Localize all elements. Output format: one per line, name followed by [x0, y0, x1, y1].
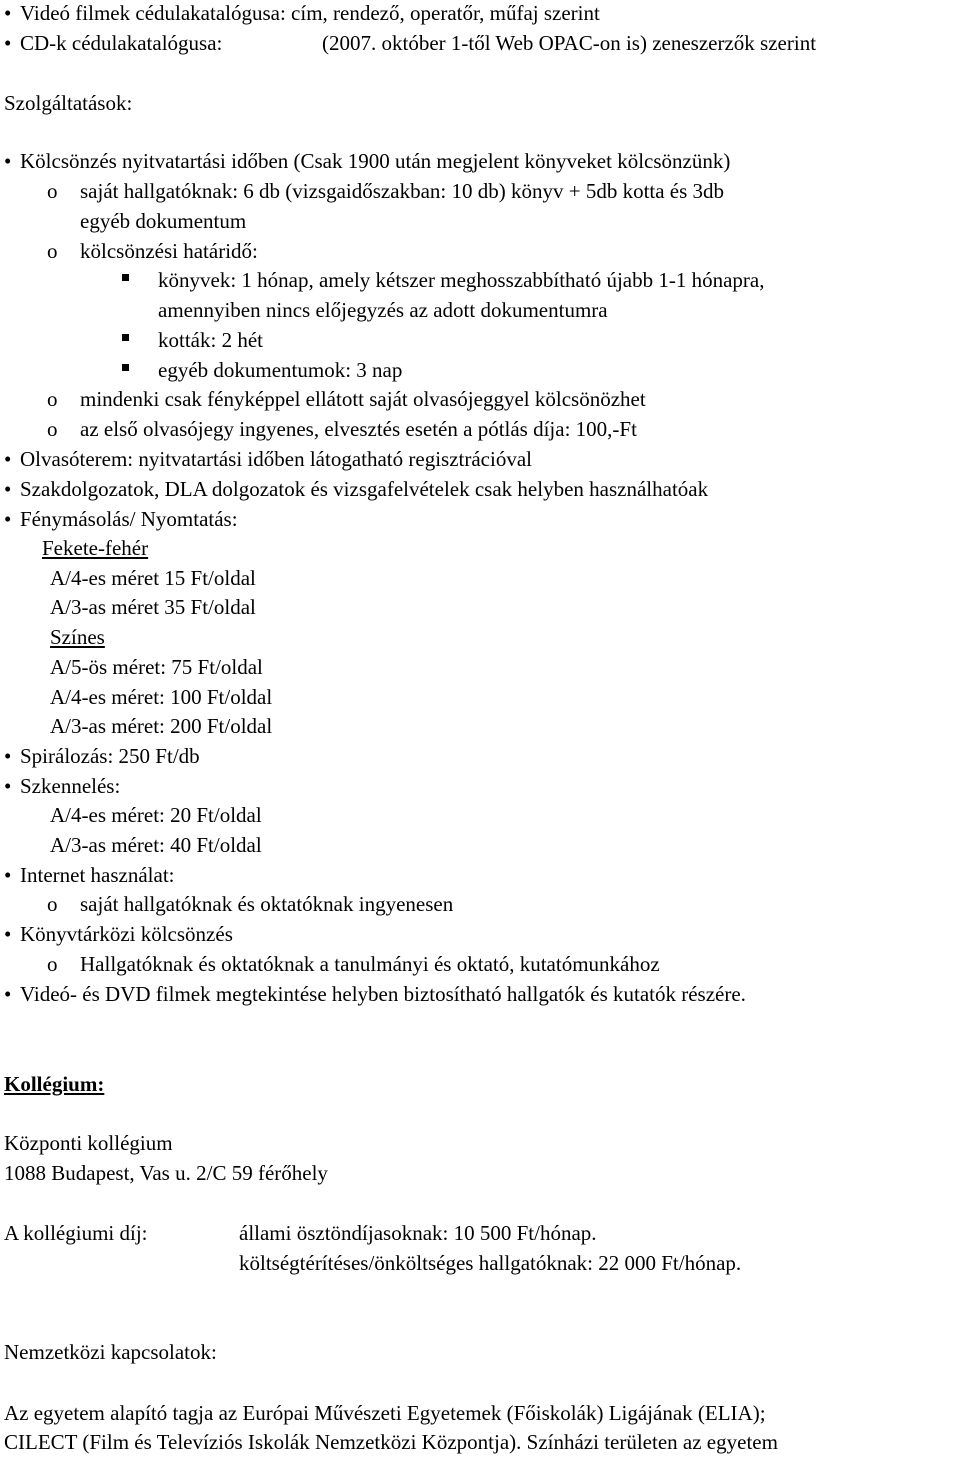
- cd-catalog-text: (2007. október 1-től Web OPAC-on is) zeneszerzők szerint: [322, 31, 817, 55]
- scan-a3-price: A/3-as méret: 40 Ft/oldal: [50, 833, 262, 857]
- dorm-address: 1088 Budapest, Vas u. 2/C 59 férőhely: [4, 1161, 328, 1185]
- dorm-heading: Kollégium:: [4, 1072, 105, 1096]
- intl-paragraph-line1: Az egyetem alapító tagja az Európai Művészeti Egyetemek (Főiskolák) Ligájának (ELIA);: [4, 1401, 766, 1425]
- bullet-icon: •: [4, 31, 12, 55]
- video-dvd-text: Videó- és DVD filmek megtekintése helyben biztosítható hallgatók és kutatók részére.: [20, 982, 746, 1006]
- dorm-name: Központi kollégium: [4, 1131, 173, 1155]
- bullet-icon: •: [4, 982, 12, 1006]
- square-bullet-icon: [122, 334, 129, 341]
- bullet-icon: •: [4, 922, 12, 946]
- square-bullet-icon: [122, 364, 129, 371]
- services-heading: Szolgáltatások:: [4, 91, 133, 115]
- theses-text: Szakdolgozatok, DLA dolgozatok és vizsgafelvételek csak helyben használhatóak: [20, 477, 709, 501]
- color-a4-price: A/4-es méret: 100 Ft/oldal: [50, 685, 273, 709]
- reading-room-text: Olvasóterem: nyitvatartási időben látogatható regisztrációval: [20, 447, 532, 471]
- deadline-text: kölcsönzési határidő:: [80, 239, 258, 263]
- scan-a4-price: A/4-es méret: 20 Ft/oldal: [50, 803, 262, 827]
- scan-heading: Szkennelés:: [20, 774, 121, 798]
- bw-a3-price: A/3-as méret 35 Ft/oldal: [50, 595, 256, 619]
- bullet-icon: •: [4, 149, 12, 173]
- bw-heading: Fekete-fehér: [42, 536, 149, 560]
- bullet-icon: •: [4, 744, 12, 768]
- color-a5-price: A/5-ös méret: 75 Ft/oldal: [50, 655, 263, 679]
- video-catalog-text: Videó filmek cédulakatalógusa: cím, rendező, operatőr, műfaj szerint: [20, 1, 600, 25]
- dorm-fee-label: A kollégiumi díj:: [4, 1221, 148, 1245]
- other-docs-deadline-text: egyéb dokumentumok: 3 nap: [158, 358, 403, 382]
- intl-heading: Nemzetközi kapcsolatok:: [4, 1340, 217, 1364]
- sub-bullet-icon: o: [47, 892, 58, 916]
- books-deadline-text: könyvek: 1 hónap, amely kétszer meghosszabbítható újabb 1-1 hónapra,: [158, 268, 765, 292]
- sub-bullet-icon: o: [47, 417, 58, 441]
- cd-catalog-label: CD-k cédulakatalógusa:: [20, 31, 223, 55]
- color-heading: Színes: [50, 625, 105, 649]
- first-card-text: az első olvasójegy ingyenes, elvesztés esetén a pótlás díja: 100,-Ft: [80, 417, 637, 441]
- ill-heading: Könyvtárközi kölcsönzés: [20, 922, 233, 946]
- students-limit-text: saját hallgatóknak: 6 db (vizsgaidőszakban: 10 db) könyv + 5db kotta és 3db: [80, 179, 725, 203]
- copy-heading: Fénymásolás/ Nyomtatás:: [20, 507, 238, 531]
- bullet-icon: •: [4, 774, 12, 798]
- intl-paragraph-line2: CILECT (Film és Televíziós Iskolák Nemzetközi Központja). Színházi területen az egyetem: [4, 1430, 778, 1454]
- dorm-fee-state: állami ösztöndíjasoknak: 10 500 Ft/hónap.: [239, 1221, 597, 1245]
- bullet-icon: •: [4, 1, 12, 25]
- bullet-icon: •: [4, 447, 12, 471]
- bw-a4-price: A/4-es méret 15 Ft/oldal: [50, 566, 256, 590]
- sub-bullet-icon: o: [47, 387, 58, 411]
- internet-heading: Internet használat:: [20, 863, 175, 887]
- bullet-icon: •: [4, 477, 12, 501]
- books-deadline-text-cont: amennyiben nincs előjegyzés az adott dokumentumra: [158, 298, 608, 322]
- scores-deadline-text: kották: 2 hét: [158, 328, 263, 352]
- binding-price: Spirálozás: 250 Ft/db: [20, 744, 200, 768]
- dorm-fee-paying: költségtérítéses/önköltséges hallgatóknak: 22 000 Ft/hónap.: [239, 1251, 742, 1275]
- internet-text: saját hallgatóknak és oktatóknak ingyenesen: [80, 892, 454, 916]
- sub-bullet-icon: o: [47, 952, 58, 976]
- color-a3-price: A/3-as méret: 200 Ft/oldal: [50, 714, 273, 738]
- photo-card-text: mindenki csak fényképpel ellátott saját olvasójeggyel kölcsönözhet: [80, 387, 646, 411]
- lending-text: Kölcsönzés nyitvatartási időben (Csak 1900 után megjelent könyveket kölcsönzünk): [20, 149, 731, 173]
- square-bullet-icon: [122, 274, 129, 281]
- sub-bullet-icon: o: [47, 179, 58, 203]
- sub-bullet-icon: o: [47, 239, 58, 263]
- ill-text: Hallgatóknak és oktatóknak a tanulmányi és oktató, kutatómunkához: [80, 952, 660, 976]
- bullet-icon: •: [4, 507, 12, 531]
- bullet-icon: •: [4, 863, 12, 887]
- students-limit-text-cont: egyéb dokumentum: [80, 209, 247, 233]
